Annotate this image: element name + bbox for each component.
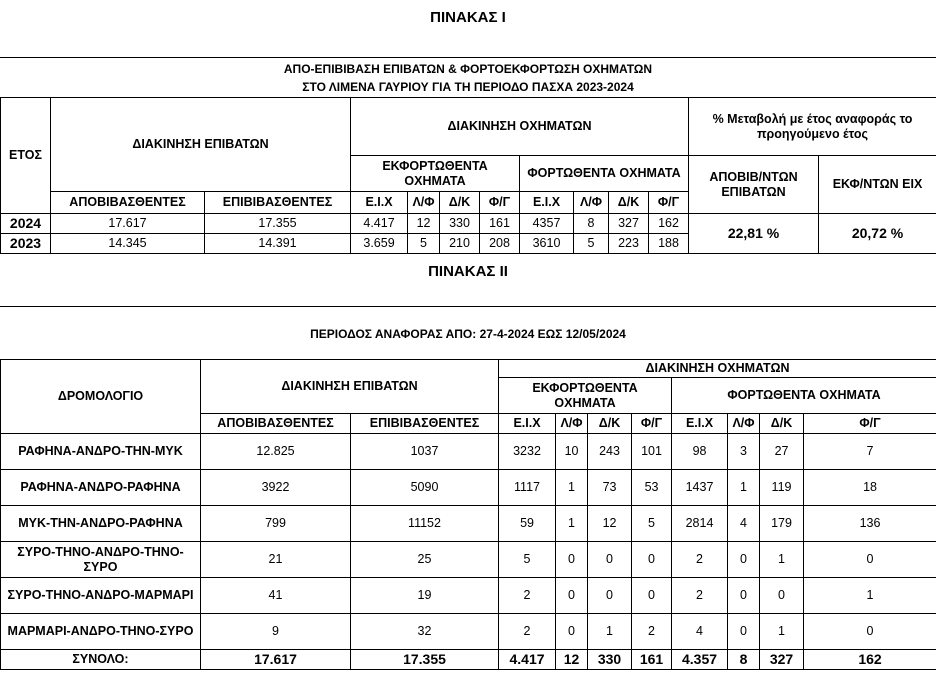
col-unl-dk: Δ/Κ (440, 192, 480, 214)
unl-fg-cell: 161 (480, 214, 520, 234)
disembarked-cell: 17.617 (51, 214, 205, 234)
unl-lf-cell: 5 (408, 234, 440, 254)
total-label: ΣΥΝΟΛΟ: (1, 650, 201, 670)
value-cell: 4 (672, 614, 728, 650)
total-cell: 4.357 (672, 650, 728, 670)
value-cell: 0 (588, 578, 632, 614)
disembarked-cell: 14.345 (51, 234, 205, 254)
total-cell: 330 (588, 650, 632, 670)
col-unl-eix: Ε.Ι.Χ (499, 414, 556, 434)
value-cell: 11152 (351, 506, 499, 542)
value-cell: 1037 (351, 434, 499, 470)
change-header: % Μεταβολή με έτος αναφοράς το προηγούμενο έτος (689, 98, 936, 156)
value-cell: 41 (201, 578, 351, 614)
col-unl-eix: Ε.Ι.Χ (351, 192, 408, 214)
col-disembarked: ΑΠΟΒΙΒΑΣΘΕΝΤΕΣ (51, 192, 205, 214)
table2-title: ΠΙΝΑΚΑΣ ΙΙ (428, 263, 508, 280)
value-cell: 12 (588, 506, 632, 542)
value-cell: 0 (556, 542, 588, 578)
value-cell: 25 (351, 542, 499, 578)
year-cell: 2023 (1, 234, 51, 254)
passengers-header: ΔΙΑΚΙΝΗΣΗ ΕΠΙΒΑΤΩΝ (201, 360, 499, 414)
col-ld-dk: Δ/Κ (609, 192, 649, 214)
loaded-header: ΦΟΡΤΩΘΕΝΤΑ ΟΧΗΜΑΤΑ (672, 378, 936, 414)
col-ld-eix: Ε.Ι.Χ (520, 192, 574, 214)
unloaded-header: ΕΚΦΟΡΤΩΘΕΝΤΑ ΟΧΗΜΑΤΑ (499, 378, 672, 414)
table-row (1, 542, 936, 578)
route-cell: ΜΑΡΜΑΡΙ-ΑΝΔΡΟ-ΤΗΝΟ-ΣΥΡΟ (1, 614, 201, 650)
route-cell: ΣΥΡΟ-ΤΗΝΟ-ΑΝΔΡΟ-ΤΗΝΟ-ΣΥΡΟ (1, 542, 201, 578)
value-cell: 98 (672, 434, 728, 470)
value-cell: 5 (632, 506, 672, 542)
value-cell: 799 (201, 506, 351, 542)
table2 (0, 359, 936, 670)
value-cell: 243 (588, 434, 632, 470)
value-cell: 5 (499, 542, 556, 578)
route-cell: ΣΥΡΟ-ΤΗΝΟ-ΑΝΔΡΟ-ΜΑΡΜΑΡΙ (1, 578, 201, 614)
table-row (1, 578, 936, 614)
value-cell: 9 (201, 614, 351, 650)
change-passengers-header: ΑΠΟΒΙΒ/ΝΤΩΝ ΕΠΙΒΑΤΩΝ (689, 156, 819, 214)
change-vehicles-value: 20,72 % (819, 214, 936, 254)
ld-eix-cell: 4357 (520, 214, 574, 234)
value-cell: 136 (804, 506, 936, 542)
total-cell: 12 (556, 650, 588, 670)
col-unl-fg: Φ/Γ (632, 414, 672, 434)
value-cell: 0 (556, 578, 588, 614)
value-cell: 4 (728, 506, 760, 542)
table-row (1, 614, 936, 650)
table1 (0, 97, 936, 254)
value-cell: 21 (201, 542, 351, 578)
unl-fg-cell: 208 (480, 234, 520, 254)
value-cell: 0 (728, 614, 760, 650)
value-cell: 179 (760, 506, 804, 542)
table2-top-rule (0, 306, 936, 307)
total-cell: 4.417 (499, 650, 556, 670)
value-cell: 3 (728, 434, 760, 470)
col-embarked: ΕΠΙΒΙΒΑΣΘΕΝΤΕΣ (205, 192, 351, 214)
value-cell: 5090 (351, 470, 499, 506)
col-ld-fg: Φ/Γ (649, 192, 689, 214)
unloaded-header: ΕΚΦΟΡΤΩΘΕΝΤΑ ΟΧΗΜΑΤΑ (351, 156, 520, 192)
value-cell: 3232 (499, 434, 556, 470)
col-unl-lf: Λ/Φ (408, 192, 440, 214)
value-cell: 1117 (499, 470, 556, 506)
value-cell: 2 (632, 614, 672, 650)
value-cell: 1 (588, 614, 632, 650)
table-row (1, 214, 936, 234)
route-header: ΔΡΟΜΟΛΟΓΙΟ (1, 360, 201, 434)
ld-fg-cell: 188 (649, 234, 689, 254)
vehicles-header: ΔΙΑΚΙΝΗΣΗ ΟΧΗΜΑΤΩΝ (351, 98, 689, 156)
value-cell: 10 (556, 434, 588, 470)
value-cell: 1 (728, 470, 760, 506)
value-cell: 3922 (201, 470, 351, 506)
ld-lf-cell: 8 (574, 214, 609, 234)
table1-heading-line1: ΑΠΟ-ΕΠΙΒΙΒΑΣΗ ΕΠΙΒΑΤΩΝ & ΦΟΡΤΟΕΚΦΟΡΤΩΣΗ ΟΧΗΜΑΤΩΝ (283, 62, 653, 76)
ld-lf-cell: 5 (574, 234, 609, 254)
value-cell: 0 (728, 578, 760, 614)
col-unl-fg: Φ/Γ (480, 192, 520, 214)
value-cell: 0 (804, 614, 936, 650)
ld-dk-cell: 223 (609, 234, 649, 254)
col-ld-fg: Φ/Γ (804, 414, 936, 434)
vehicles-header: ΔΙΑΚΙΝΗΣΗ ΟΧΗΜΑΤΩΝ (499, 360, 936, 378)
total-cell: 162 (804, 650, 936, 670)
table1-title: ΠΙΝΑΚΑΣ Ι (430, 9, 506, 26)
unl-dk-cell: 330 (440, 214, 480, 234)
total-cell: 327 (760, 650, 804, 670)
value-cell: 2 (499, 614, 556, 650)
value-cell: 1437 (672, 470, 728, 506)
col-ld-lf: Λ/Φ (728, 414, 760, 434)
value-cell: 27 (760, 434, 804, 470)
total-cell: 17.355 (351, 650, 499, 670)
value-cell: 0 (556, 614, 588, 650)
unl-dk-cell: 210 (440, 234, 480, 254)
value-cell: 0 (804, 542, 936, 578)
embarked-cell: 17.355 (205, 214, 351, 234)
value-cell: 2 (672, 542, 728, 578)
route-cell: ΡΑΦΗΝΑ-ΑΝΔΡΟ-ΤΗΝ-ΜΥΚ (1, 434, 201, 470)
value-cell: 2814 (672, 506, 728, 542)
unl-lf-cell: 12 (408, 214, 440, 234)
table-row (1, 434, 936, 470)
ld-dk-cell: 327 (609, 214, 649, 234)
table-row (1, 506, 936, 542)
total-cell: 17.617 (201, 650, 351, 670)
value-cell: 18 (804, 470, 936, 506)
value-cell: 12.825 (201, 434, 351, 470)
passengers-header: ΔΙΑΚΙΝΗΣΗ ΕΠΙΒΑΤΩΝ (51, 98, 351, 192)
value-cell: 0 (728, 542, 760, 578)
embarked-cell: 14.391 (205, 234, 351, 254)
value-cell: 7 (804, 434, 936, 470)
value-cell: 2 (672, 578, 728, 614)
value-cell: 53 (632, 470, 672, 506)
value-cell: 1 (556, 470, 588, 506)
value-cell: 59 (499, 506, 556, 542)
value-cell: 73 (588, 470, 632, 506)
col-embarked: ΕΠΙΒΙΒΑΣΘΕΝΤΕΣ (351, 414, 499, 434)
table-row (1, 470, 936, 506)
col-ld-eix: Ε.Ι.Χ (672, 414, 728, 434)
table2-period: ΠΕΡΙΟΔΟΣ ΑΝΑΦΟΡΑΣ ΑΠΟ: 27-4-2024 ΕΩΣ 12/05/2024 (310, 327, 626, 341)
value-cell: 0 (632, 542, 672, 578)
value-cell: 1 (760, 614, 804, 650)
total-row (1, 650, 936, 670)
col-disembarked: ΑΠΟΒΙΒΑΣΘΕΝΤΕΣ (201, 414, 351, 434)
loaded-header: ΦΟΡΤΩΘΕΝΤΑ ΟΧΗΜΑΤΑ (520, 156, 689, 192)
total-cell: 8 (728, 650, 760, 670)
table1-heading-line2: ΣΤΟ ΛΙΜΕΝΑ ΓΑΥΡΙΟΥ ΓΙΑ ΤΗ ΠΕΡΙΟΔΟ ΠΑΣΧΑ 2023-2024 (302, 80, 634, 94)
ld-fg-cell: 162 (649, 214, 689, 234)
change-passengers-value: 22,81 % (689, 214, 819, 254)
route-cell: ΜΥΚ-ΤΗΝ-ΑΝΔΡΟ-ΡΑΦΗΝΑ (1, 506, 201, 542)
table1-top-rule (0, 57, 936, 58)
unl-eix-cell: 4.417 (351, 214, 408, 234)
year-header: ΕΤΟΣ (1, 98, 51, 214)
col-ld-lf: Λ/Φ (574, 192, 609, 214)
col-ld-dk: Δ/Κ (760, 414, 804, 434)
value-cell: 19 (351, 578, 499, 614)
value-cell: 0 (760, 578, 804, 614)
col-unl-dk: Δ/Κ (588, 414, 632, 434)
change-vehicles-header: ΕΚΦ/ΝΤΩΝ ΕΙΧ (819, 156, 936, 214)
ld-eix-cell: 3610 (520, 234, 574, 254)
col-unl-lf: Λ/Φ (556, 414, 588, 434)
unl-eix-cell: 3.659 (351, 234, 408, 254)
value-cell: 0 (588, 542, 632, 578)
value-cell: 101 (632, 434, 672, 470)
value-cell: 0 (632, 578, 672, 614)
value-cell: 2 (499, 578, 556, 614)
value-cell: 1 (760, 542, 804, 578)
total-cell: 161 (632, 650, 672, 670)
value-cell: 119 (760, 470, 804, 506)
value-cell: 1 (804, 578, 936, 614)
year-cell: 2024 (1, 214, 51, 234)
route-cell: ΡΑΦΗΝΑ-ΑΝΔΡΟ-ΡΑΦΗΝΑ (1, 470, 201, 506)
value-cell: 1 (556, 506, 588, 542)
value-cell: 32 (351, 614, 499, 650)
